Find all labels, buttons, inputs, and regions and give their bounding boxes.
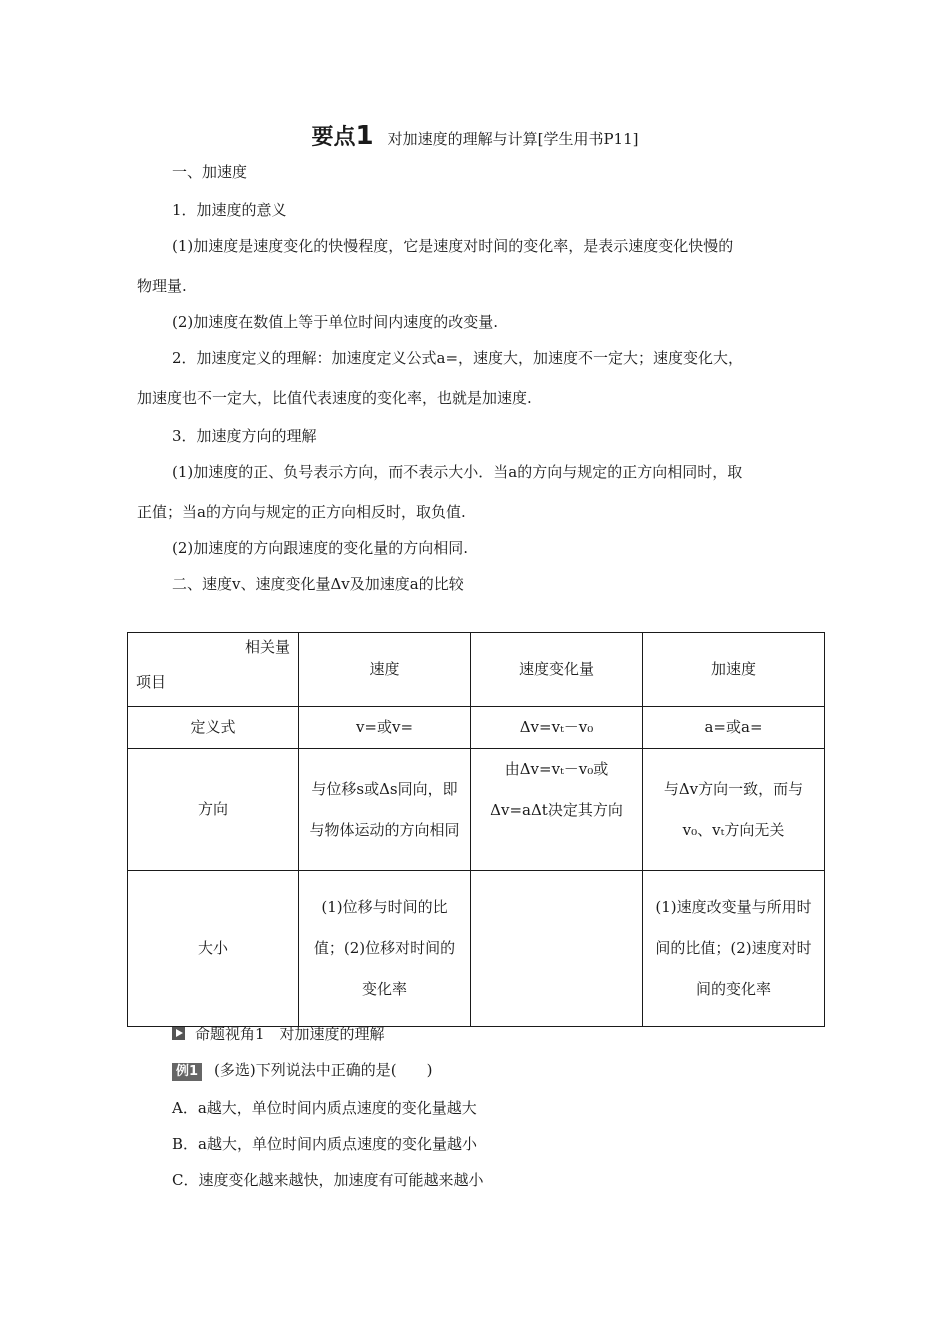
example-badge: 例1 <box>172 1063 202 1081</box>
table-row <box>128 871 825 1027</box>
paragraph-5: (2)加速度的方向跟速度的变化量的方向相同. <box>172 539 469 557</box>
heading-acceleration: 一、加速度 <box>172 163 248 181</box>
table-cell: 与位移s或Δs同向，即与物体运动的方向相同 <box>299 749 471 871</box>
table-cell: 与Δv方向一致，而与v₀、vₜ方向无关 <box>643 749 825 871</box>
paragraph-3b: 加速度也不一定大，比值代表速度的变化率，也就是加速度. <box>137 389 532 407</box>
heading-direction: 3．加速度方向的理解 <box>172 427 317 445</box>
paragraph-4b: 正值；当a的方向与规定的正方向相反时，取负值. <box>137 503 466 521</box>
corner-bottom-label: 项目 <box>136 673 167 691</box>
heading-meaning: 1．加速度的意义 <box>172 201 287 219</box>
header-acceleration: 加速度 <box>643 633 825 707</box>
section-title <box>0 120 950 151</box>
perspective-heading: 命题视角1 对加速度的理解 <box>172 1024 385 1044</box>
paragraph-1a: (1)加速度是速度变化的快慢程度，它是速度对时间的变化率，是表示速度变化快慢的 <box>172 237 734 255</box>
paragraph-1b: 物理量. <box>137 277 187 295</box>
table-corner-cell <box>128 633 299 707</box>
row-label: 定义式 <box>128 707 299 749</box>
comparison-table <box>127 632 825 1027</box>
table-header-row <box>128 633 825 707</box>
table-row <box>128 749 825 871</box>
table-cell: v=或v= <box>299 707 471 749</box>
play-triangle-icon <box>172 1027 185 1040</box>
table-cell: (1)速度改变量与所用时间的比值；(2)速度对时间的变化率 <box>643 871 825 1027</box>
header-velocity-change: 速度变化量 <box>471 633 643 707</box>
row-label: 大小 <box>128 871 299 1027</box>
example-stem: 例1 (多选)下列说法中正确的是( ) <box>172 1060 432 1081</box>
table-row <box>128 707 825 749</box>
paragraph-2: (2)加速度在数值上等于单位时间内速度的改变量. <box>172 313 499 331</box>
option-c: C．速度变化越来越快，加速度有可能越来越小 <box>172 1171 484 1189</box>
paragraph-4a: (1)加速度的正、负号表示方向，而不表示大小．当a的方向与规定的正方向相同时，取 <box>172 463 743 481</box>
header-velocity: 速度 <box>299 633 471 707</box>
corner-top-label: 相关量 <box>244 638 290 656</box>
row-label: 方向 <box>128 749 299 871</box>
heading-comparison: 二、速度v、速度变化量Δv及加速度a的比较 <box>172 575 464 593</box>
table-cell: Δv=vₜ－v₀ <box>471 707 643 749</box>
table-cell: 由Δv=vₜ－v₀或Δv=aΔt决定其方向 <box>471 749 643 871</box>
table-cell: a=或a= <box>643 707 825 749</box>
option-a: A．a越大，单位时间内质点速度的变化量越大 <box>172 1099 477 1117</box>
title-subtitle: 对加速度的理解与计算[学生用书P11] <box>387 130 639 148</box>
table-cell: (1)位移与时间的比值；(2)位移对时间的变化率 <box>299 871 471 1027</box>
option-b: B．a越大，单位时间内质点速度的变化量越小 <box>172 1135 477 1153</box>
title-main: 要点1 <box>311 121 374 151</box>
paragraph-3a: 2．加速度定义的理解：加速度定义公式a=，速度大，加速度不一定大；速度变化大， <box>172 349 744 367</box>
table-cell <box>471 871 643 1027</box>
